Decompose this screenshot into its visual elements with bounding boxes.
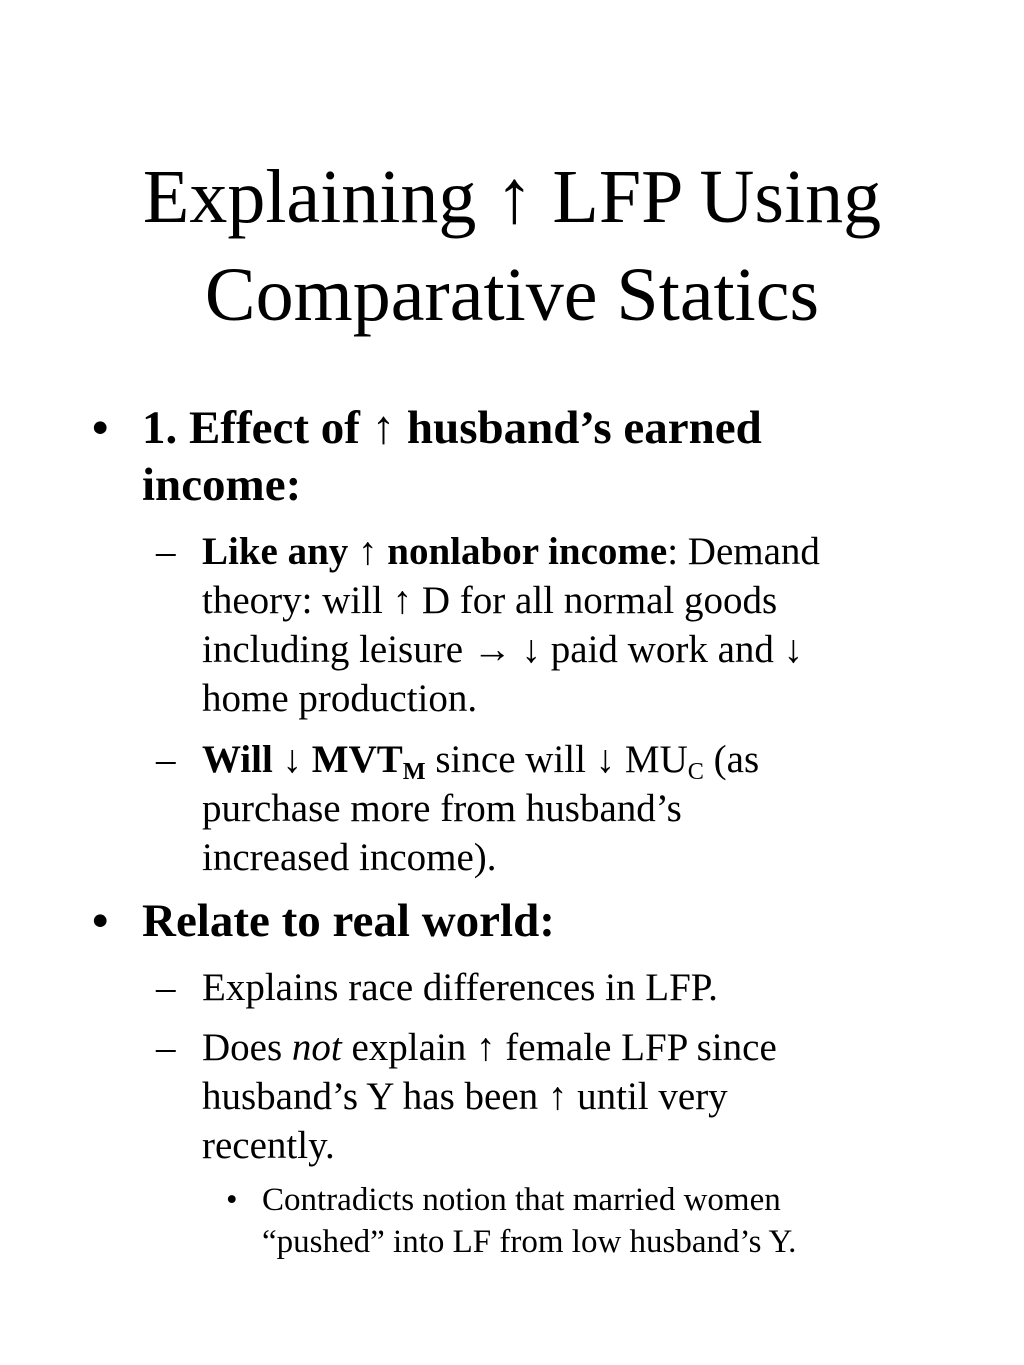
subitem-mvt [156,735,760,882]
subitem-does-not-explain [156,1023,777,1170]
bullet-1 [92,400,762,514]
subsubitem-contradicts [226,1179,797,1263]
notexplain-pre: Does [202,1026,292,1069]
subitem-race-differences [156,963,718,1012]
nonlabor-bold-text: Like any ↑ nonlabor income [202,530,668,573]
bullet-marker: • [92,895,109,947]
subitem-mvt-line-2: purchase more from husband’s [202,787,682,830]
slide-title [0,148,1024,344]
subitem-nonlabor-income [156,527,820,723]
bullet-1-line-1: 1. Effect of ↑ husband’s earned [142,402,762,454]
title-line-2: Comparative Statics [204,253,820,337]
subsubitem-line-2: “pushed” into LF from low husband’s Y. [262,1224,797,1260]
dash-marker: – [156,1026,176,1069]
bullet-marker: • [226,1182,238,1218]
mu-subscript: C [687,757,704,785]
notexplain-post: explain ↑ female LFP since [341,1026,777,1069]
bullet-2-line-1: Relate to real world: [142,895,555,947]
subitem-nonlabor-line-2: theory: will ↑ D for all normal goods [202,579,778,622]
dash-marker: – [156,738,176,781]
subitem-mvt-line-3: increased income). [202,836,497,879]
subitem-race-line-1: Explains race differences in LFP. [202,966,718,1009]
dash-marker: – [156,530,176,573]
subitem-nonlabor-line-3: including leisure → ↓ paid work and ↓ [202,628,804,671]
subitem-mvt-line-1 [202,735,759,784]
bullet-2 [92,893,555,950]
notexplain-italic: not [291,1026,342,1069]
mvt-text-b: (as [703,738,760,781]
subitem-notexplain-line-2: husband’s Y has been ↑ until very [202,1075,728,1118]
mvt-bold-text: Will ↓ MVT [202,738,403,781]
mvt-text-a: since will ↓ MU [425,738,688,781]
bullet-1-line-2: income: [142,459,302,511]
mvt-subscript: M [402,757,426,785]
subitem-notexplain-line-1 [202,1023,777,1072]
dash-marker: – [156,966,176,1009]
subitem-nonlabor-line-4: home production. [202,677,478,720]
nonlabor-rest-text: : Demand [667,530,820,573]
bullet-marker: • [92,402,109,454]
subitem-notexplain-line-3: recently. [202,1124,335,1167]
subitem-nonlabor-line-1 [202,527,820,576]
title-line-1: Explaining ↑ LFP Using [142,155,882,239]
subsubitem-line-1: Contradicts notion that married women [262,1182,781,1218]
